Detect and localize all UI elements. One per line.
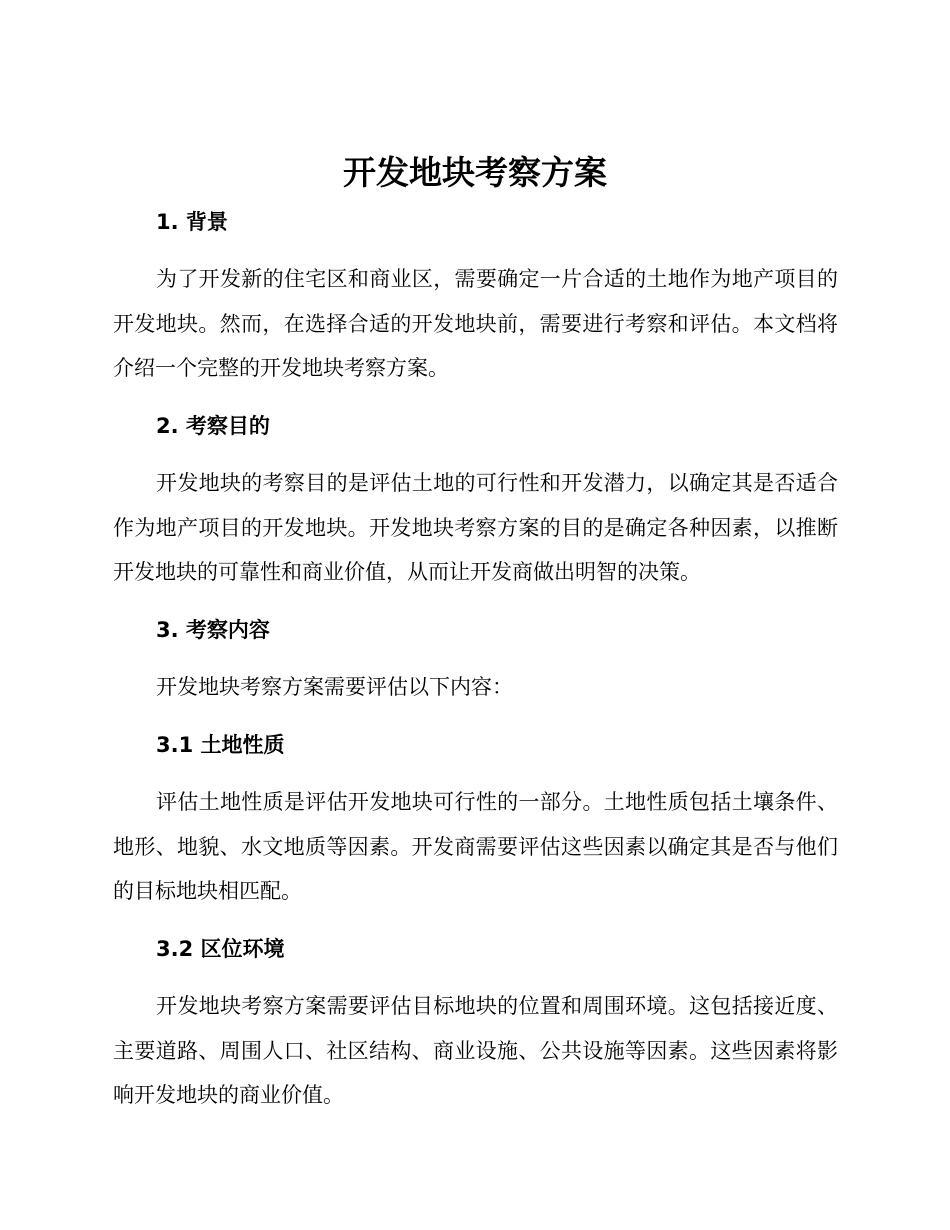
section-paragraph-content: 开发地块考察方案需要评估以下内容：: [156, 675, 513, 699]
document-title: 开发地块考察方案: [343, 153, 607, 192]
section-heading-purpose: 2. 考察目的: [156, 414, 270, 438]
section-paragraph-background: 为了开发新的住宅区和商业区，需要确定一片合适的土地作为地产项目的开发地块。然而，在选择合适的开发地块前，需要进行考察和评估。本文档将介绍一个完整的开发地块考察方案。: [113, 267, 838, 380]
section-paragraph-land-nature: 评估土地性质是评估开发地块可行性的一部分。土地性质包括土壤条件、地形、地貌、水文地质等因素。开发商需要评估这些因素以确定其是否与他们的目标地块相匹配。: [113, 790, 838, 903]
section-heading-content: 3. 考察内容: [156, 618, 270, 642]
section-heading-land-nature: 3.1 土地性质: [156, 733, 285, 757]
section-paragraph-location: 开发地块考察方案需要评估目标地块的位置和周围环境。这包括接近度、主要道路、周围人口、社区结构、商业设施、公共设施等因素。这些因素将影响开发地块的商业价值。: [113, 994, 838, 1107]
section-paragraph-purpose: 开发地块的考察目的是评估土地的可行性和开发潜力，以确定其是否适合作为地产项目的开发地块。开发地块考察方案的目的是确定各种因素，以推断开发地块的可靠性和商业价值，从而让开发商做出明智的决策。: [113, 471, 838, 584]
section-heading-location: 3.2 区位环境: [156, 937, 285, 961]
section-heading-background: 1. 背景: [156, 210, 228, 234]
